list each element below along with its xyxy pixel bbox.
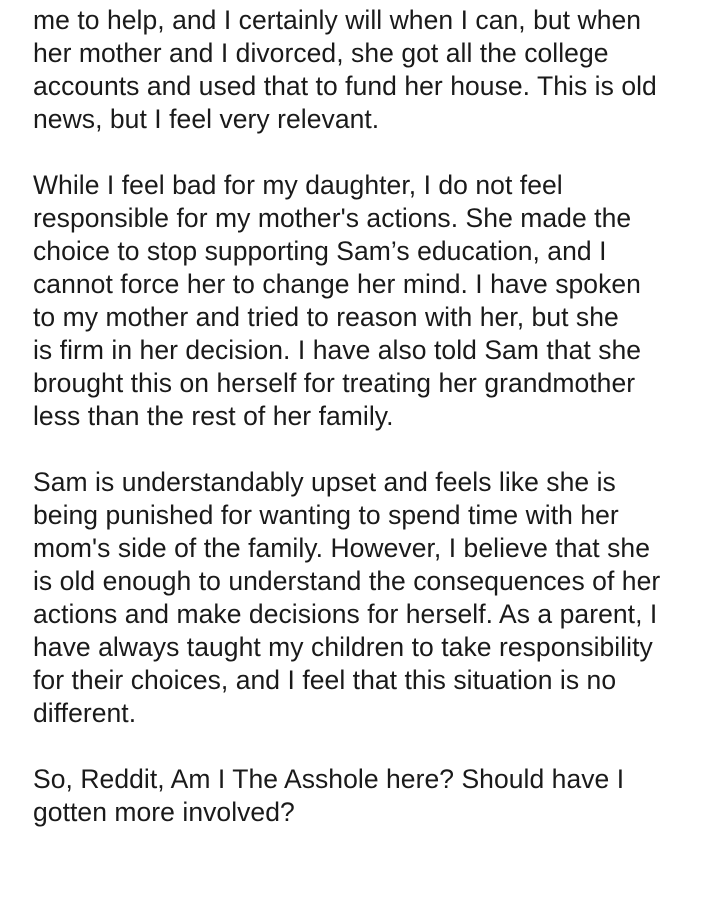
- text-line: is firm in her decision. I have also told Sam that she: [33, 335, 642, 365]
- text-line: me to help, and I certainly will when I can, but when: [33, 5, 642, 35]
- text-line: accounts and used that to fund her house. This is old: [33, 71, 657, 101]
- text-line: So, Reddit, Am I The Asshole here? Should have I: [33, 764, 625, 794]
- paragraph-college-accounts: [33, 4, 703, 136]
- text-line: Sam is understandably upset and feels like she is: [33, 467, 616, 497]
- paragraph-spacer: [33, 730, 703, 763]
- text-line: actions and make decisions for herself. As a parent, I: [33, 599, 658, 629]
- text-line: news, but I feel very relevant.: [33, 104, 380, 134]
- text-line: responsible for my mother's actions. She made the: [33, 203, 632, 233]
- text-line: cannot force her to change her mind. I have spoken: [33, 269, 641, 299]
- text-line: brought this on herself for treating her grandmother: [33, 368, 636, 398]
- paragraph-spacer: [33, 136, 703, 169]
- paragraph-spacer: [33, 433, 703, 466]
- text-line: less than the rest of her family.: [33, 401, 394, 431]
- text-line: for their choices, and I feel that this situation is no: [33, 665, 617, 695]
- text-line: is old enough to understand the consequences of her: [33, 566, 661, 596]
- text-line: different.: [33, 698, 137, 728]
- paragraph-sam-upset: [33, 466, 703, 730]
- text-line: to my mother and tried to reason with her, but she: [33, 302, 619, 332]
- post-body: [33, 4, 703, 829]
- text-line: have always taught my children to take responsibility: [33, 632, 653, 662]
- text-line: her mother and I divorced, she got all the college: [33, 38, 609, 68]
- text-line: mom's side of the family. However, I believe that she: [33, 533, 650, 563]
- text-line: choice to stop supporting Sam’s education, and I: [33, 236, 607, 266]
- text-line: gotten more involved?: [33, 797, 295, 827]
- paragraph-mothers-actions: [33, 169, 703, 433]
- text-line: being punished for wanting to spend time with her: [33, 500, 619, 530]
- text-line: While I feel bad for my daughter, I do not feel: [33, 170, 563, 200]
- paragraph-question: [33, 763, 703, 829]
